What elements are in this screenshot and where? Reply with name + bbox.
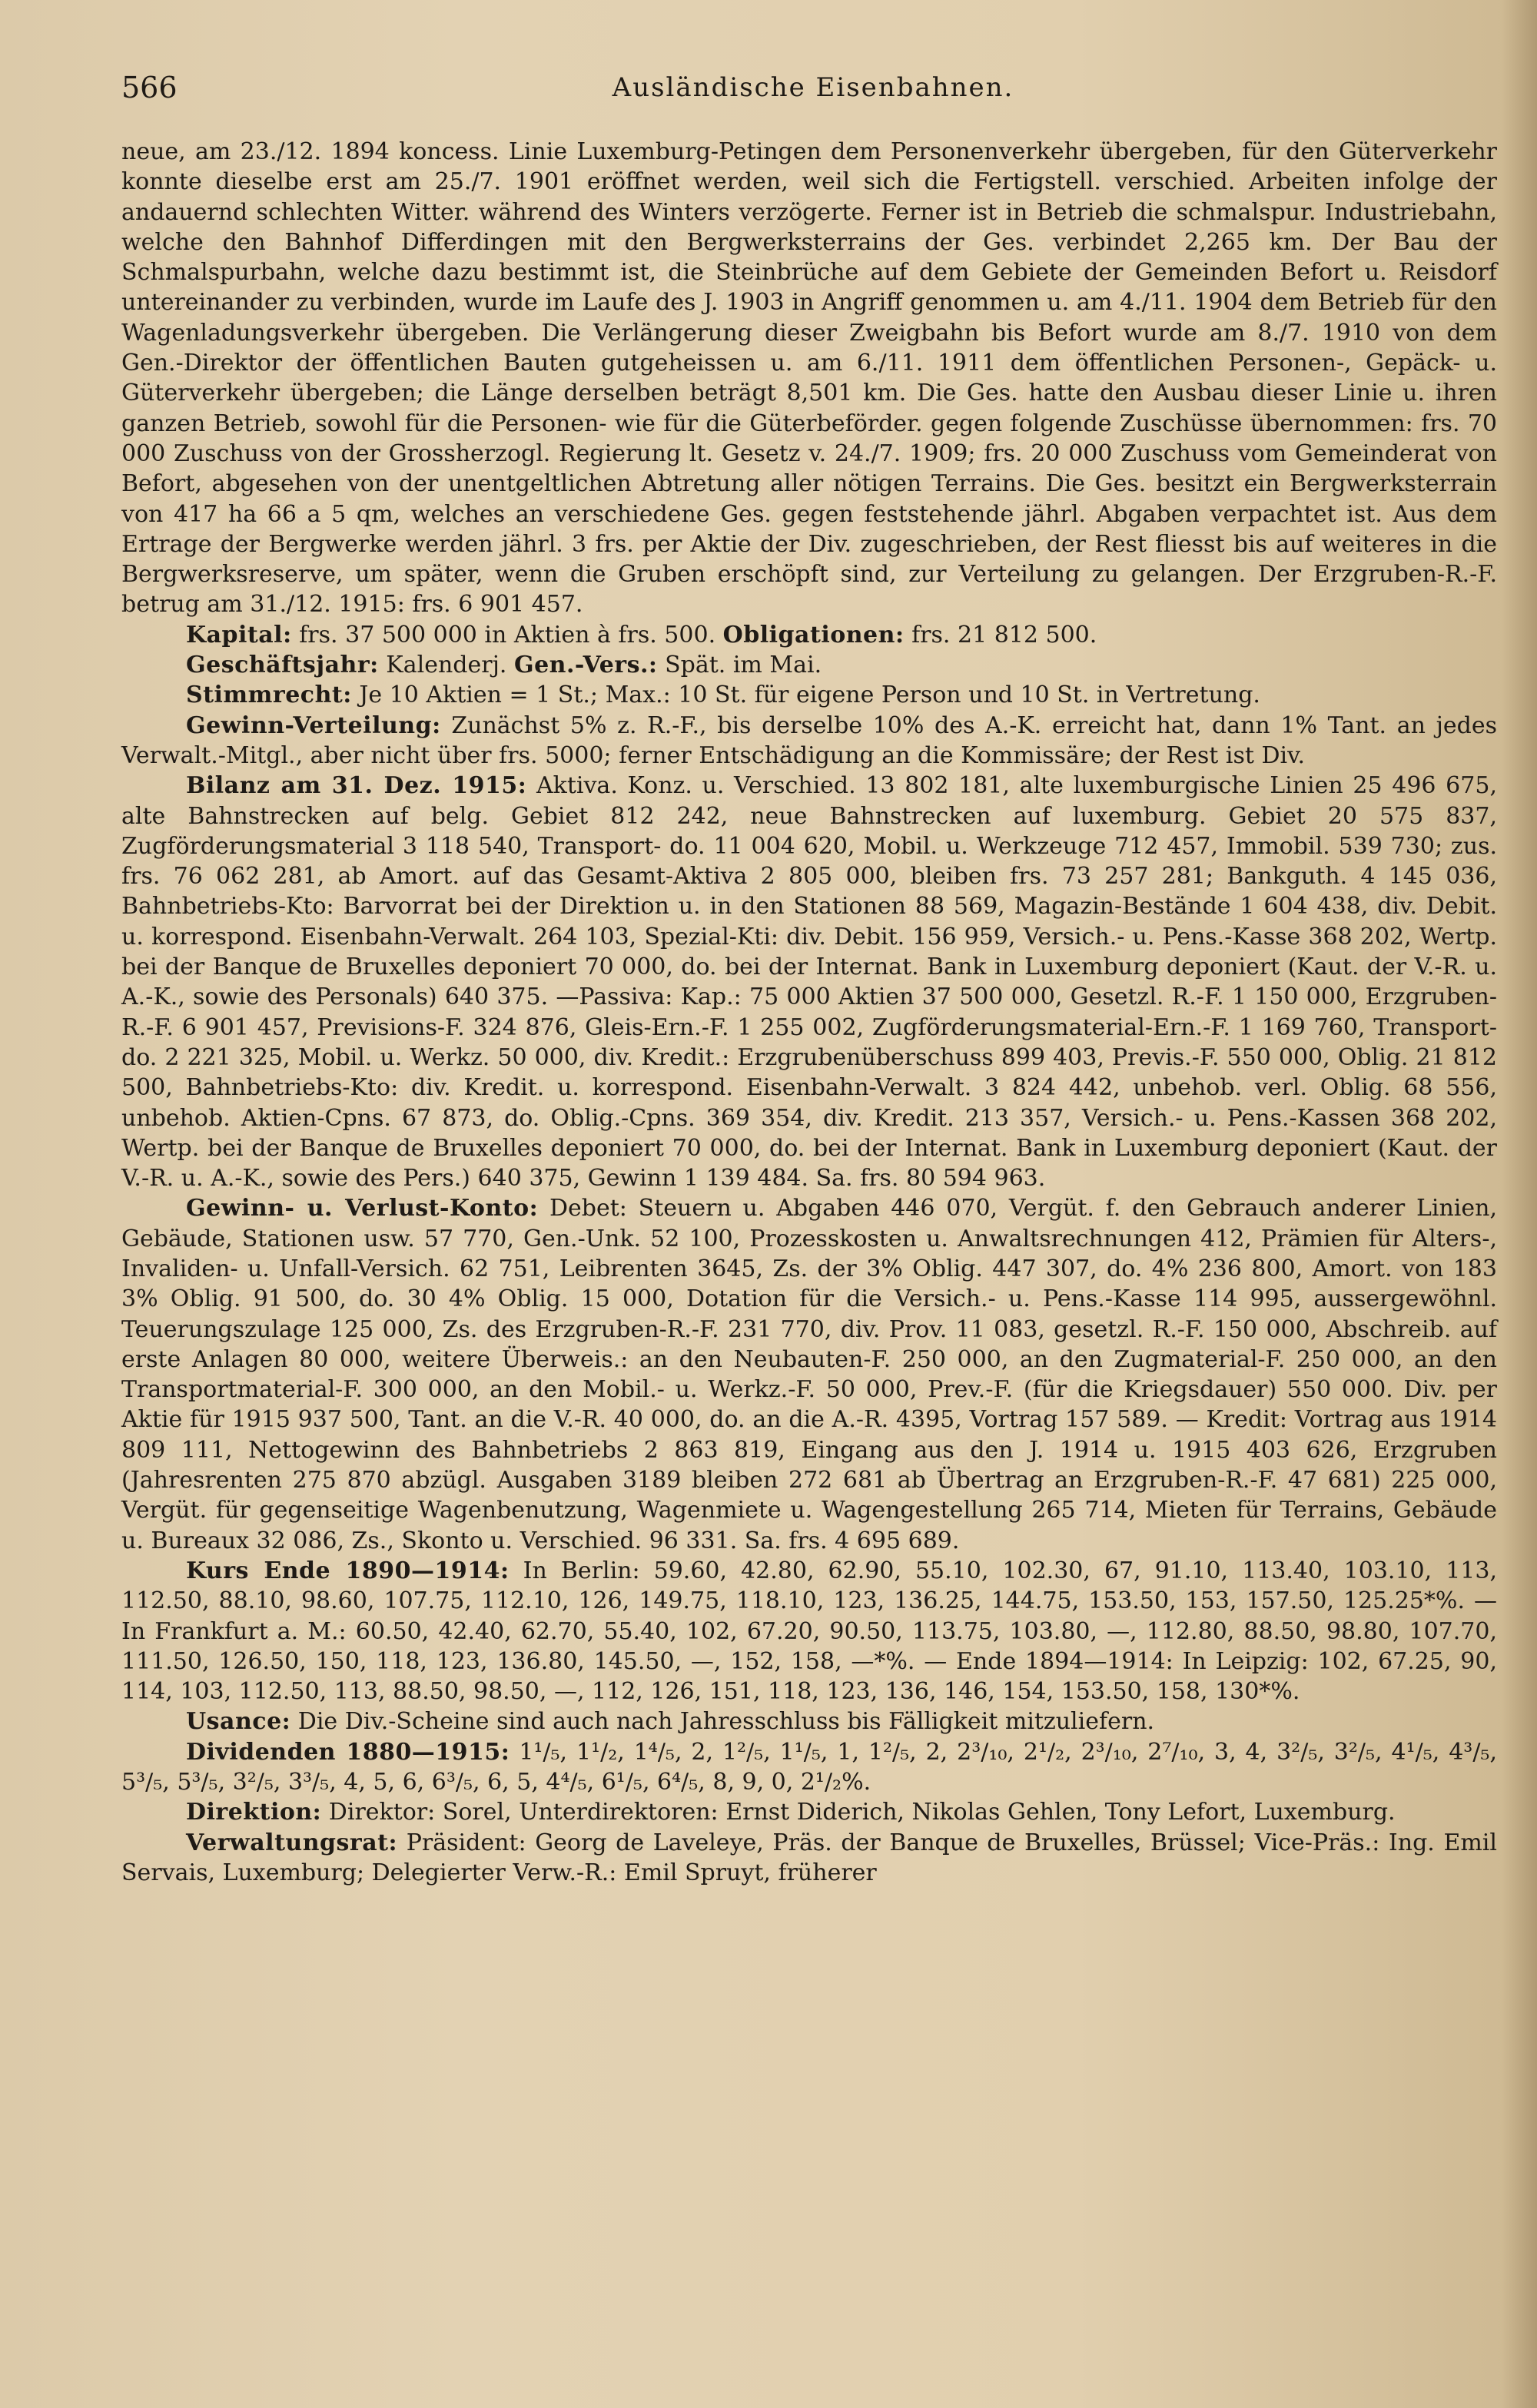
share-price-text: In Berlin: 59.60, 42.80, 62.90, 55.10, 102.30, 67, 91.10, 113.40, 103.10, 113, 112.50, 88.10, 98.60, 107.75, 112.10, 126, 149.75, 118.10, 123, 136.25, 144.75, 153.50, 153, 157.50, 125.25*%. — In Frankfurt a. M.: 60.50, 42.40, 62.70, 55.40, 102, 67.20, 90.50, 113.75, 103.80, —, 112.80, 88.50, 98.80, 107.70, 111.50, 126.50, 150, 118, 123, 136.80, 145.50, —, 152, 158, —*%. — Ende 1894—1914: In Leipzig: 102, 67.25, 90, 114, 103, 112.50, 113, 88.50, 98.50, —, 112, 126, 151, 118, 123, 136, 146, 154, 153.50, 158, 130*%. bbox=[121, 1557, 1497, 1706]
page-number: 566 bbox=[121, 71, 178, 104]
capital-label: Kapital: bbox=[186, 621, 292, 648]
profit-distribution-paragraph bbox=[121, 711, 1497, 771]
share-price-paragraph bbox=[121, 1556, 1497, 1706]
fiscal-year-paragraph bbox=[121, 650, 1497, 680]
voting-rights-paragraph bbox=[121, 680, 1497, 710]
intro-text: neue, am 23./12. 1894 koncess. Linie Luxemburg-Petingen dem Personenverkehr übergeben, für den Güterverkehr konnte dieselbe erst am 25./7. 1901 eröffnet werden, weil sich die Fertigstell. verschied. Arbeiten infolge der andauernd schlechten Witter. während des Winters verzögerte. Ferner ist in Betrieb die schmalspur. Industriebahn, welche den Bahnhof Differdingen mit den Bergwerksterrains der Ges. verbindet 2,265 km. Der Bau der Schmalspurbahn, welche dazu bestimmt ist, die Steinbrüche auf dem Gebiete der Gemeinden Befort u. Reisdorf untereinander zu verbinden, wurde im Laufe des J. 1903 in Angriff genommen u. am 4./11. 1904 dem Betrieb für den Wagenladungsverkehr übergeben. Die Verlängerung dieser Zweigbahn bis Befort wurde am 8./7. 1910 von dem Gen.-Direktor der öffentlichen Bauten gutgeheissen u. am 6./11. 1911 dem öffentlichen Personen-, Gepäck- u. Güterverkehr übergeben; die Länge derselben beträgt 8,501 km. Die Ges. hatte den Ausbau dieser Linie u. ihren ganzen Betrieb, sowohl für die Personen- wie für die Güterbeförder. gegen folgende Zuschüsse übernommen: frs. 70 000 Zuschuss von der Grossherzogl. Regierung lt. Gesetz v. 24./7. 1909; frs. 20 000 Zuschuss vom Gemeinderat von Befort, abgesehen von der unentgeltlichen Abtretung aller nötigen Terrains. Die Ges. besitzt ein Bergwerksterrain von 417 ha 66 a 5 qm, welches an verschiedene Ges. gegen feststehende jährl. Abgaben verpachtet ist. Aus dem Ertrage der Bergwerke werden jährl. 3 frs. per Aktie der Div. zugeschrieben, der Rest fliesst bis auf weiteres in die Bergwerksreserve, um später, wenn die Gruben erschöpft sind, zur Verteilung zu gelangen. Der Erzgruben-R.-F. betrug am 31./12. 1915: frs. 6 901 457. bbox=[121, 138, 1497, 619]
fiscal-year-text: Kalenderj. bbox=[386, 652, 507, 679]
balance-sheet-paragraph bbox=[121, 771, 1497, 1193]
profit-loss-text: Debet: Steuern u. Abgaben 446 070, Vergüt. f. den Gebrauch anderer Linien, Gebäude, Stationen usw. 57 770, Gen.-Unk. 52 100, Prozesskosten u. Anwaltsrechnungen 412, Prämien für Alters-, Invaliden- u. Unfall-Versich. 62 751, Leibrenten 3645, Zs. der 3% Oblig. 447 307, do. 4% 236 800, Amort. von 183 3% Oblig. 91 500, do. 30 4% Oblig. 15 000, Dotation für die Versich.- u. Pens.-Kasse 114 995, aussergewöhnl. Teuerungszulage 125 000, Zs. des Erzgruben-R.-F. 231 770, div. Prov. 11 083, gesetzl. R.-F. 150 000, Abschreib. auf erste Anlagen 80 000, weitere Überweis.: an den Neubauten-F. 250 000, an den Zugmaterial-F. 250 000, an den Transportmaterial-F. 300 000, an den Mobil.- u. Werkz.-F. 50 000, Prev.-F. (für die Kriegsdauer) 550 000. Div. per Aktie für 1915 937 500, Tant. an die V.-R. 40 000, do. an die A.-R. 4395, Vortrag 157 589. — Kredit: Vortrag aus 1914 809 111, Nettogewinn des Bahnbetriebs 2 863 819, Eingang aus den J. 1914 u. 1915 403 626, Erzgruben (Jahresrenten 275 870 abzügl. Ausgaben 3189 bleiben 272 681 ab Übertrag an Erzgruben-R.-F. 47 681) 225 000, Vergüt. für gegenseitige Wagenbenutzung, Wagenmiete u. Wagengestellung 265 714, Mieten für Terrains, Gebäude u. Bureaux 32 086, Zs., Skonto u. Verschied. 96 331. Sa. frs. 4 695 689. bbox=[121, 1195, 1497, 1554]
fiscal-year-label: Geschäftsjahr: bbox=[186, 652, 379, 679]
voting-rights-label: Stimmrecht: bbox=[186, 682, 352, 709]
voting-rights-text: Je 10 Aktien = 1 St.; Max.: 10 St. für eigene Person und 10 St. in Vertretung. bbox=[359, 682, 1260, 709]
usance-label: Usance: bbox=[186, 1708, 291, 1736]
board-label: Verwaltungsrat: bbox=[186, 1829, 398, 1856]
profit-distribution-text: Zunächst 5% z. R.-F., bis derselbe 10% des A.-K. erreicht hat, dann 1% Tant. an jedes Verwalt.-Mitgl., aber nicht über frs. 5000; ferner Entschädigung an die Kommissäre; der Rest ist Div. bbox=[121, 711, 1497, 769]
profit-loss-label: Gewinn- u. Verlust-Konto: bbox=[186, 1195, 539, 1222]
dividends-paragraph bbox=[121, 1737, 1497, 1798]
management-label: Direktion: bbox=[186, 1799, 322, 1826]
page-header bbox=[121, 71, 1505, 106]
capital-paragraph bbox=[121, 620, 1497, 650]
balance-sheet-label: Bilanz am 31. Dez. 1915: bbox=[186, 772, 527, 800]
general-meeting-label: Gen.-Vers.: bbox=[513, 652, 658, 679]
intro-paragraph bbox=[121, 137, 1497, 620]
usance-paragraph bbox=[121, 1706, 1497, 1736]
bonds-text: frs. 21 812 500. bbox=[911, 621, 1097, 648]
dividends-text: 1¹/₅, 1¹/₂, 1⁴/₅, 2, 1²/₅, 1¹/₅, 1, 1²/₅, 2, 2³/₁₀, 2¹/₂, 2³/₁₀, 2⁷/₁₀, 3, 4, 3²/₅, 3²/₅, 4¹/₅, 4³/₅, 5³/₅, 5³/₅, 3²/₅, 3³/₅, 4, 5, 6, 6³/₅, 6, 5, 4⁴/₅, 6¹/₅, 6⁴/₅, 8, 9, 0, 2¹/₂%. bbox=[121, 1738, 1497, 1796]
profit-distribution-label: Gewinn-Verteilung: bbox=[186, 711, 441, 739]
bonds-label: Obligationen: bbox=[722, 621, 905, 648]
balance-sheet-text: Aktiva. Konz. u. Verschied. 13 802 181, alte luxemburgische Linien 25 496 675, alte Bahnstrecken auf belg. Gebiet 812 242, neue Bahnstrecken auf luxemburg. Gebiet 20 575 837, Zugförderungsmaterial 3 118 540, Transport- do. 11 004 620, Mobil. u. Werkzeuge 712 457, Immobil. 539 730; zus. frs. 76 062 281, ab Amort. auf das Gesamt-Aktiva 2 805 000, bleiben frs. 73 257 281; Bankguth. 4 145 036, Bahnbetriebs-Kto: Barvorrat bei der Direktion u. in den Stationen 88 569, Magazin-Bestände 1 604 438, div. Debit. u. korrespond. Eisenbahn-Verwalt. 264 103, Spezial-Kti: div. Debit. 156 959, Versich.- u. Pens.-Kasse 368 202, Wertp. bei der Banque de Bruxelles deponiert 70 000, do. bei der Internat. Bank in Luxemburg deponiert (Kaut. der V.-R. u. A.-K., sowie des Personals) 640 375. —Passiva: Kap.: 75 000 Aktien 37 500 000, Gesetzl. R.-F. 1 150 000, Erzgruben-R.-F. 6 901 457, Previsions-F. 324 876, Gleis-Ern.-F. 1 255 002, Zugförderungsmaterial-Ern.-F. 1 169 760, Transport-do. 2 221 325, Mobil. u. Werkz. 50 000, div. Kredit.: Erzgrubenüberschuss 899 403, Previs.-F. 550 000, Oblig. 21 812 500, Bahnbetriebs-Kto: div. Kredit. u. korrespond. Eisenbahn-Verwalt. 3 824 442, unbehob. verl. Oblig. 68 556, unbehob. Aktien-Cpns. 67 873, do. Oblig.-Cpns. 369 354, div. Kredit. 213 357, Versich.- u. Pens.-Kassen 368 202, Wertp. bei der Banque de Bruxelles deponiert 70 000, do. bei der Internat. Bank in Luxemburg deponiert (Kaut. der V.-R. u. A.-K., sowie des Pers.) 640 375, Gewinn 1 139 484. Sa. frs. 80 594 963. bbox=[121, 772, 1497, 1192]
running-title: Ausländische Eisenbahnen. bbox=[612, 72, 1014, 103]
profit-loss-paragraph bbox=[121, 1193, 1497, 1556]
management-text: Direktor: Sorel, Unterdirektoren: Ernst Diderich, Nikolas Gehlen, Tony Lefort, Luxemburg. bbox=[328, 1799, 1396, 1826]
board-paragraph bbox=[121, 1828, 1497, 1889]
share-price-label: Kurs Ende 1890—1914: bbox=[186, 1557, 510, 1584]
dividends-label: Dividenden 1880—1915: bbox=[186, 1738, 510, 1766]
management-paragraph bbox=[121, 1797, 1497, 1827]
capital-text: frs. 37 500 000 in Aktien à frs. 500. bbox=[299, 621, 716, 648]
board-text: Präsident: Georg de Laveleye, Präs. der Banque de Bruxelles, Brüssel; Vice-Präs.: Ing. Emil Servais, Luxemburg; Delegierter Verw.-R.: Emil Spruyt, früherer bbox=[121, 1829, 1497, 1886]
page-edge-shadow bbox=[1502, 0, 1537, 2408]
general-meeting-text: Spät. im Mai. bbox=[665, 652, 822, 679]
usance-text: Die Div.-Scheine sind auch nach Jahresschluss bis Fälligkeit mitzuliefern. bbox=[297, 1708, 1155, 1736]
article-body bbox=[121, 137, 1497, 1888]
